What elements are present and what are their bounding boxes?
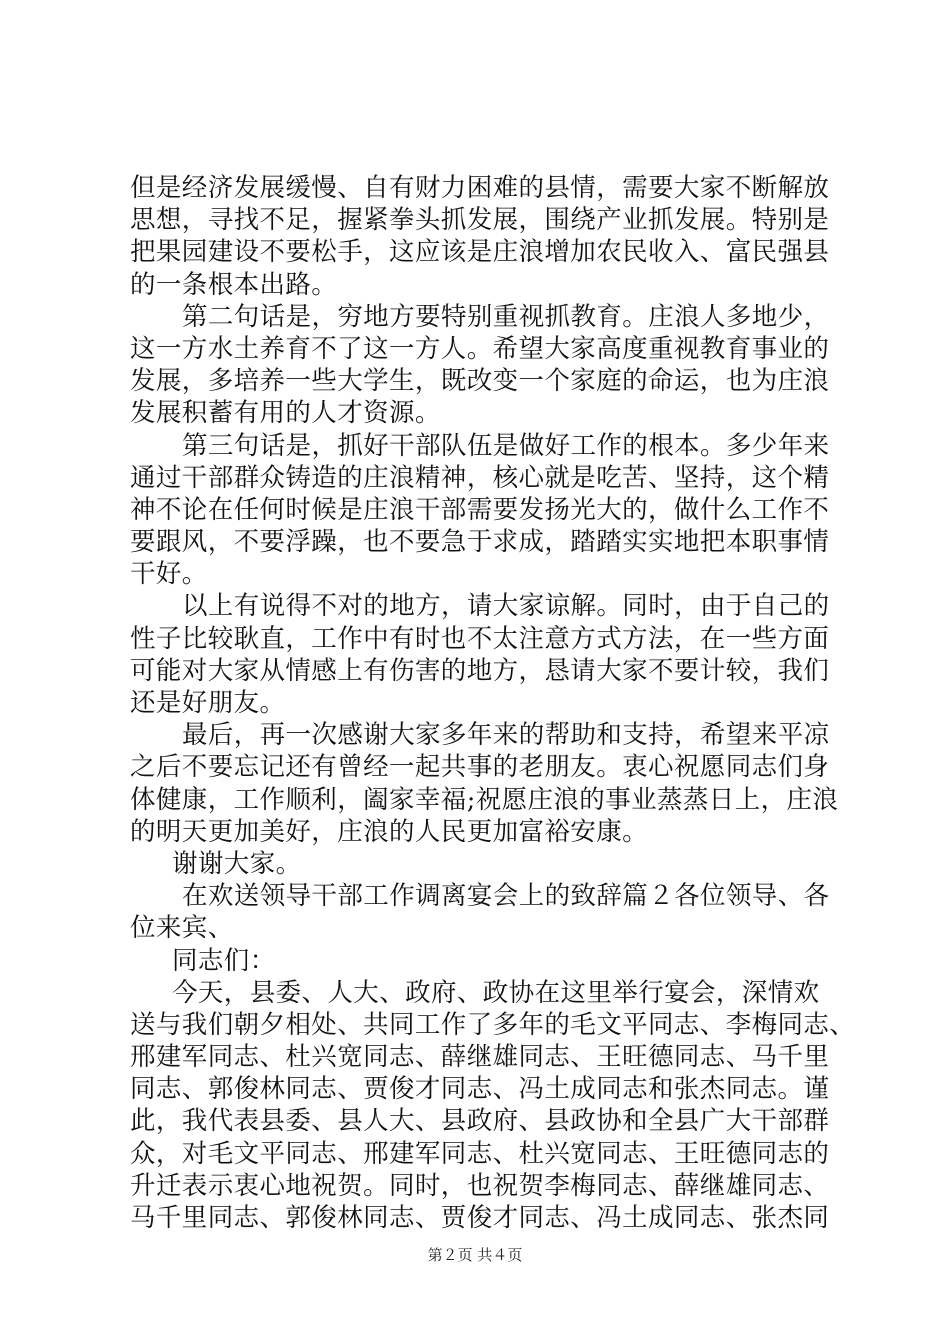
text-line: 体健康，工作顺利，阖家幸福;祝愿庄浪的事业蒸蒸日上，庄浪 (130, 784, 839, 815)
text-line: 可能对大家从情感上有伤害的地方，恳请大家不要计较，我们 (130, 655, 830, 686)
paragraph-start-line: 最后，再一次感谢大家多年来的帮助和支持，希望来平凉 (182, 720, 830, 751)
text-line: 之后不要忘记还有曾经一起共事的老朋友。衷心祝愿同志们身 (130, 752, 830, 783)
text-line: 送与我们朝夕相处、共同工作了多年的毛文平同志、李梅同志、 (130, 1009, 856, 1040)
text-line: 通过干部群众铸造的庄浪精神，核心就是吃苦、坚持，这个精 (130, 462, 830, 493)
text-line: 马千里同志、郭俊林同志、贾俊才同志、冯土成同志、张杰同 (130, 1203, 830, 1233)
text-line: 发展，多培养一些大学生，既改变一个家庭的命运，也为庄浪 (130, 366, 830, 397)
text-line: 思想，寻找不足，握紧拳头抓发展，围绕产业抓发展。特别是 (130, 205, 830, 236)
text-line: 邢建军同志、杜兴宽同志、薛继雄同志、王旺德同志、马千里 (130, 1042, 830, 1073)
text-line: 的明天更加美好，庄浪的人民更加富裕安康。 (130, 816, 649, 847)
text-line: 要跟风，不要浮躁，也不要急于求成，踏踏实实地把本职事情 (130, 527, 830, 558)
text-line: 众，对毛文平同志、邢建军同志、杜兴宽同志、王旺德同志的 (130, 1138, 830, 1169)
text-line: 的一条根本出路。 (130, 269, 338, 300)
text-line: 但是经济发展缓慢、自有财力困难的县情，需要大家不断解放 (130, 173, 830, 203)
text-line: 此，我代表县委、县人大、县政府、县政协和全县广大干部群 (130, 1106, 830, 1137)
paragraph-start-line: 第二句话是，穷地方要特别重视抓教育。庄浪人多地少， (182, 301, 830, 332)
text-line: 把果园建设不要松手，这应该是庄浪增加农民收入、富民强县 (130, 237, 830, 268)
paragraph-start-line: 今天，县委、人大、政府、政协在这里举行宴会，深情欢 (172, 977, 820, 1008)
text-line: 位来宾、 (130, 913, 234, 944)
text-line: 还是好朋友。 (130, 688, 286, 718)
paragraph-start-line: 第三句话是，抓好干部队伍是做好工作的根本。多少年来 (182, 430, 830, 461)
document-body (130, 172, 856, 1234)
text-line: 这一方水土养育不了这一方人。希望大家高度重视教育事业的 (130, 333, 830, 364)
text-line: 性子比较耿直，工作中有时也不太注意方式方法，在一些方面 (130, 623, 830, 654)
text-line: 神不论在任何时候是庄浪干部需要发扬光大的，做什么工作不 (130, 494, 830, 525)
paragraph-start-line: 谢谢大家。 (172, 848, 302, 879)
section-title-line: 在欢送领导干部工作调离宴会上的致辞篇２各位领导、各 (182, 881, 830, 912)
text-line: 干好。 (130, 559, 208, 590)
salutation-line: 同志们： (172, 945, 276, 976)
text-line: 同志、郭俊林同志、贾俊才同志、冯土成同志和张杰同志。谨 (130, 1074, 830, 1105)
text-line: 发展积蓄有用的人才资源。 (130, 398, 441, 429)
text-line: 升迁表示衷心地祝贺。同时，也祝贺李梅同志、薛继雄同志、 (130, 1170, 830, 1201)
paragraph-start-line: 以上有说得不对的地方，请大家谅解。同时，由于自己的 (182, 591, 830, 622)
page-number-footer: 第２页 共４页 (427, 1246, 523, 1264)
